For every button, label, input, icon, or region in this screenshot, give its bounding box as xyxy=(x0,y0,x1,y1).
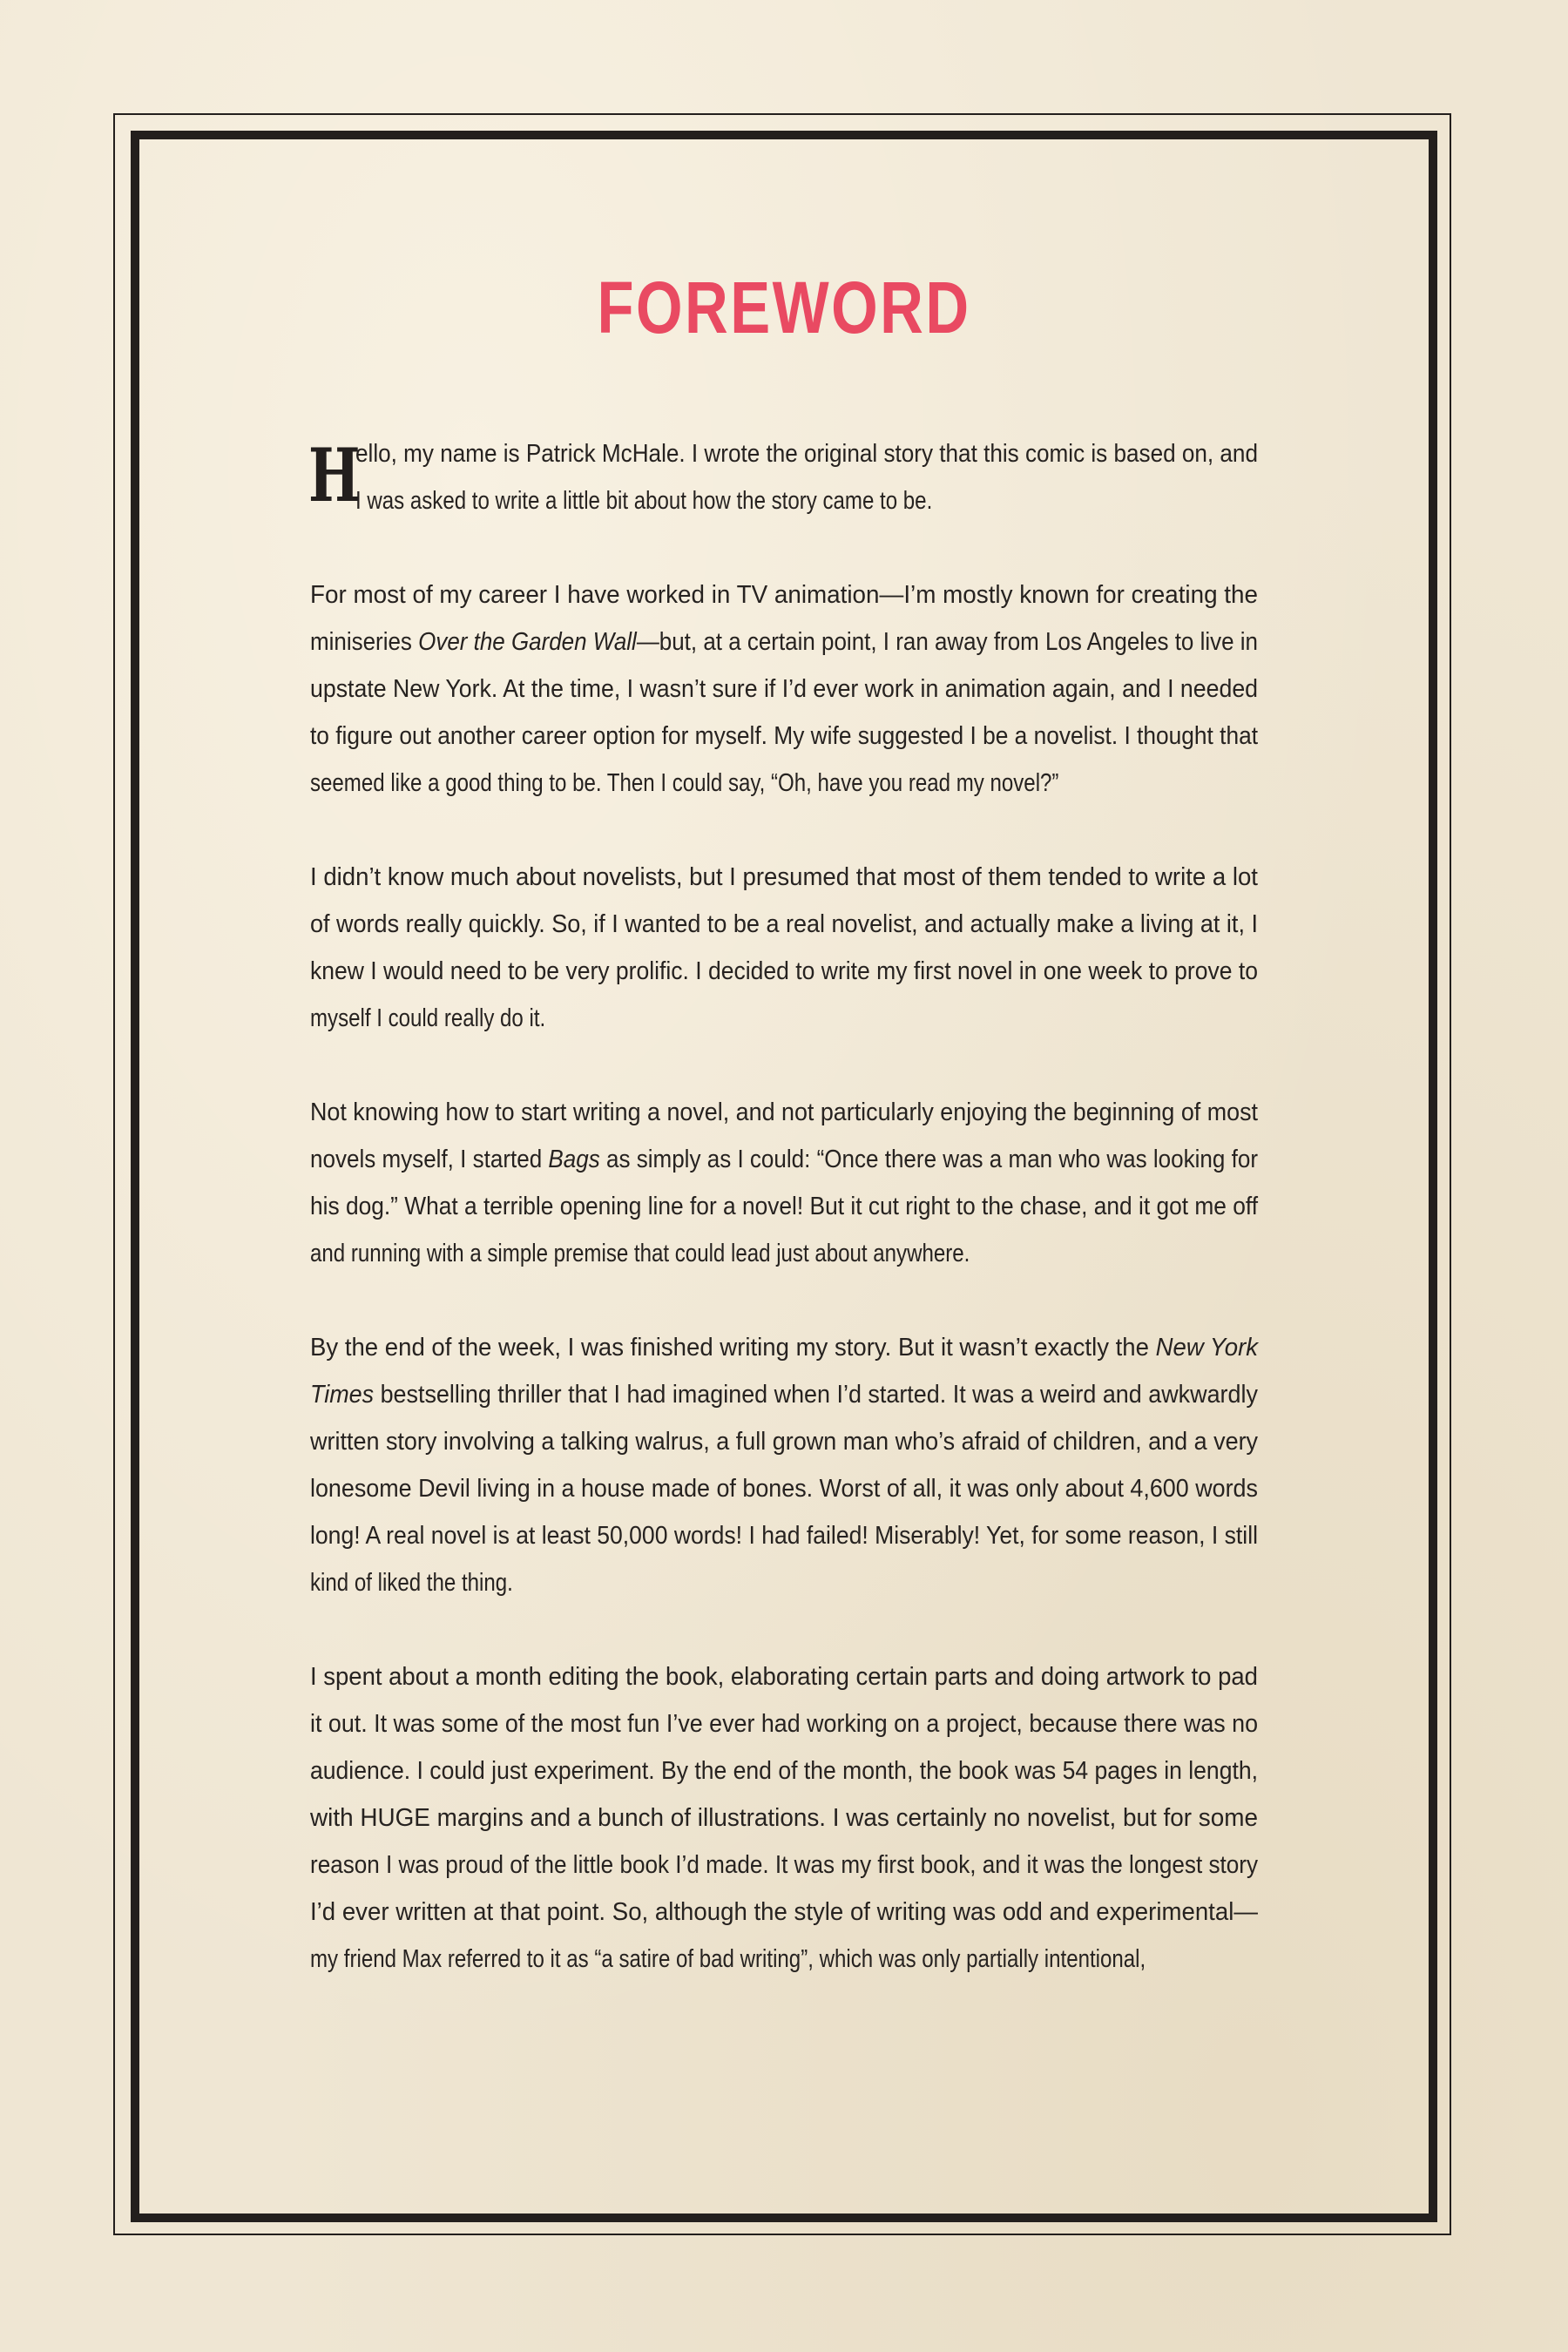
foreword-body xyxy=(310,430,1258,2030)
text-line: ello, my name is Patrick McHale. I wrote the original story that this comic is based on, and xyxy=(355,440,1258,468)
italic-title: New York xyxy=(1155,1334,1259,1362)
text-line: audience. I could just experiment. By the end of the month, the book was 54 pages in length, xyxy=(310,1757,1258,1785)
drop-cap: H xyxy=(308,432,361,518)
italic-title: Times xyxy=(310,1381,375,1409)
text-line: lonesome Devil living in a house made of bones. Worst of all, it was only about 4,600 words xyxy=(310,1475,1258,1503)
text-line: I’d ever written at that point. So, although the style of writing was odd and experimental— xyxy=(310,1898,1258,1926)
text-line: seemed like a good thing to be. Then I could say, “Oh, have you read my novel?” xyxy=(310,769,1059,797)
text-line: novels myself, I started Bags as simply as I could: “Once there was a man who was looking for xyxy=(310,1146,1258,1173)
text-line: upstate New York. At the time, I wasn’t sure if I’d ever work in animation again, and I needed xyxy=(310,675,1259,703)
text-line: written story involving a talking walrus, a full grown man who’s afraid of children, and a very xyxy=(310,1428,1259,1456)
text-line: miniseries Over the Garden Wall—but, at a certain point, I ran away from Los Angeles to live in xyxy=(310,628,1259,656)
paragraph xyxy=(310,430,1258,524)
text-line: By the end of the week, I was finished writing my story. But it wasn’t exactly the New York xyxy=(310,1334,1259,1362)
paragraph xyxy=(310,854,1258,1042)
paragraph xyxy=(310,1653,1258,1983)
text-line: Not knowing how to start writing a novel, and not particularly enjoying the beginning of most xyxy=(310,1098,1259,1126)
text-line: Times bestselling thriller that I had imagined when I’d started. It was a weird and awkwardly xyxy=(310,1381,1258,1409)
text-line: it out. It was some of the most fun I’ve ever had working on a project, because there was no xyxy=(310,1710,1259,1738)
italic-title: Over the Garden Wall xyxy=(418,628,637,656)
text-line: my friend Max referred to it as “a satire of bad writing”, which was only partially intentional, xyxy=(310,1945,1146,1973)
text-line: long! A real novel is at least 50,000 words! I had failed! Miserably! Yet, for some reason, I still xyxy=(310,1522,1259,1550)
paragraph xyxy=(310,1324,1258,1606)
text-line: and running with a simple premise that could lead just about anywhere. xyxy=(310,1240,970,1267)
text-line: kind of liked the thing. xyxy=(310,1569,513,1597)
italic-title: Bags xyxy=(548,1146,600,1173)
text-line: of words really quickly. So, if I wanted to be a real novelist, and actually make a living at it, I xyxy=(310,910,1258,938)
text-line: with HUGE margins and a bunch of illustrations. I was certainly no novelist, but for some xyxy=(310,1804,1258,1832)
text-line: I spent about a month editing the book, elaborating certain parts and doing artwork to pad xyxy=(310,1663,1258,1691)
page-title: FOREWORD xyxy=(597,267,971,348)
text-line: knew I would need to be very prolific. I decided to write my first novel in one week to prove to xyxy=(310,957,1259,985)
text-line: I was asked to write a little bit about how the story came to be. xyxy=(355,487,933,515)
paragraph xyxy=(310,1089,1258,1277)
text-line: I didn’t know much about novelists, but I presumed that most of them tended to write a lot xyxy=(310,863,1258,891)
text-line: reason I was proud of the little book I’d made. It was my first book, and it was the longest story xyxy=(310,1851,1259,1879)
text-line: myself I could really do it. xyxy=(310,1004,546,1032)
paragraph xyxy=(310,571,1258,807)
text-line: his dog.” What a terrible opening line for a novel! But it cut right to the chase, and it got me off xyxy=(310,1193,1259,1220)
text-line: to figure out another career option for myself. My wife suggested I be a novelist. I thought that xyxy=(310,722,1259,750)
text-line: For most of my career I have worked in TV animation—I’m mostly known for creating the xyxy=(310,581,1258,609)
